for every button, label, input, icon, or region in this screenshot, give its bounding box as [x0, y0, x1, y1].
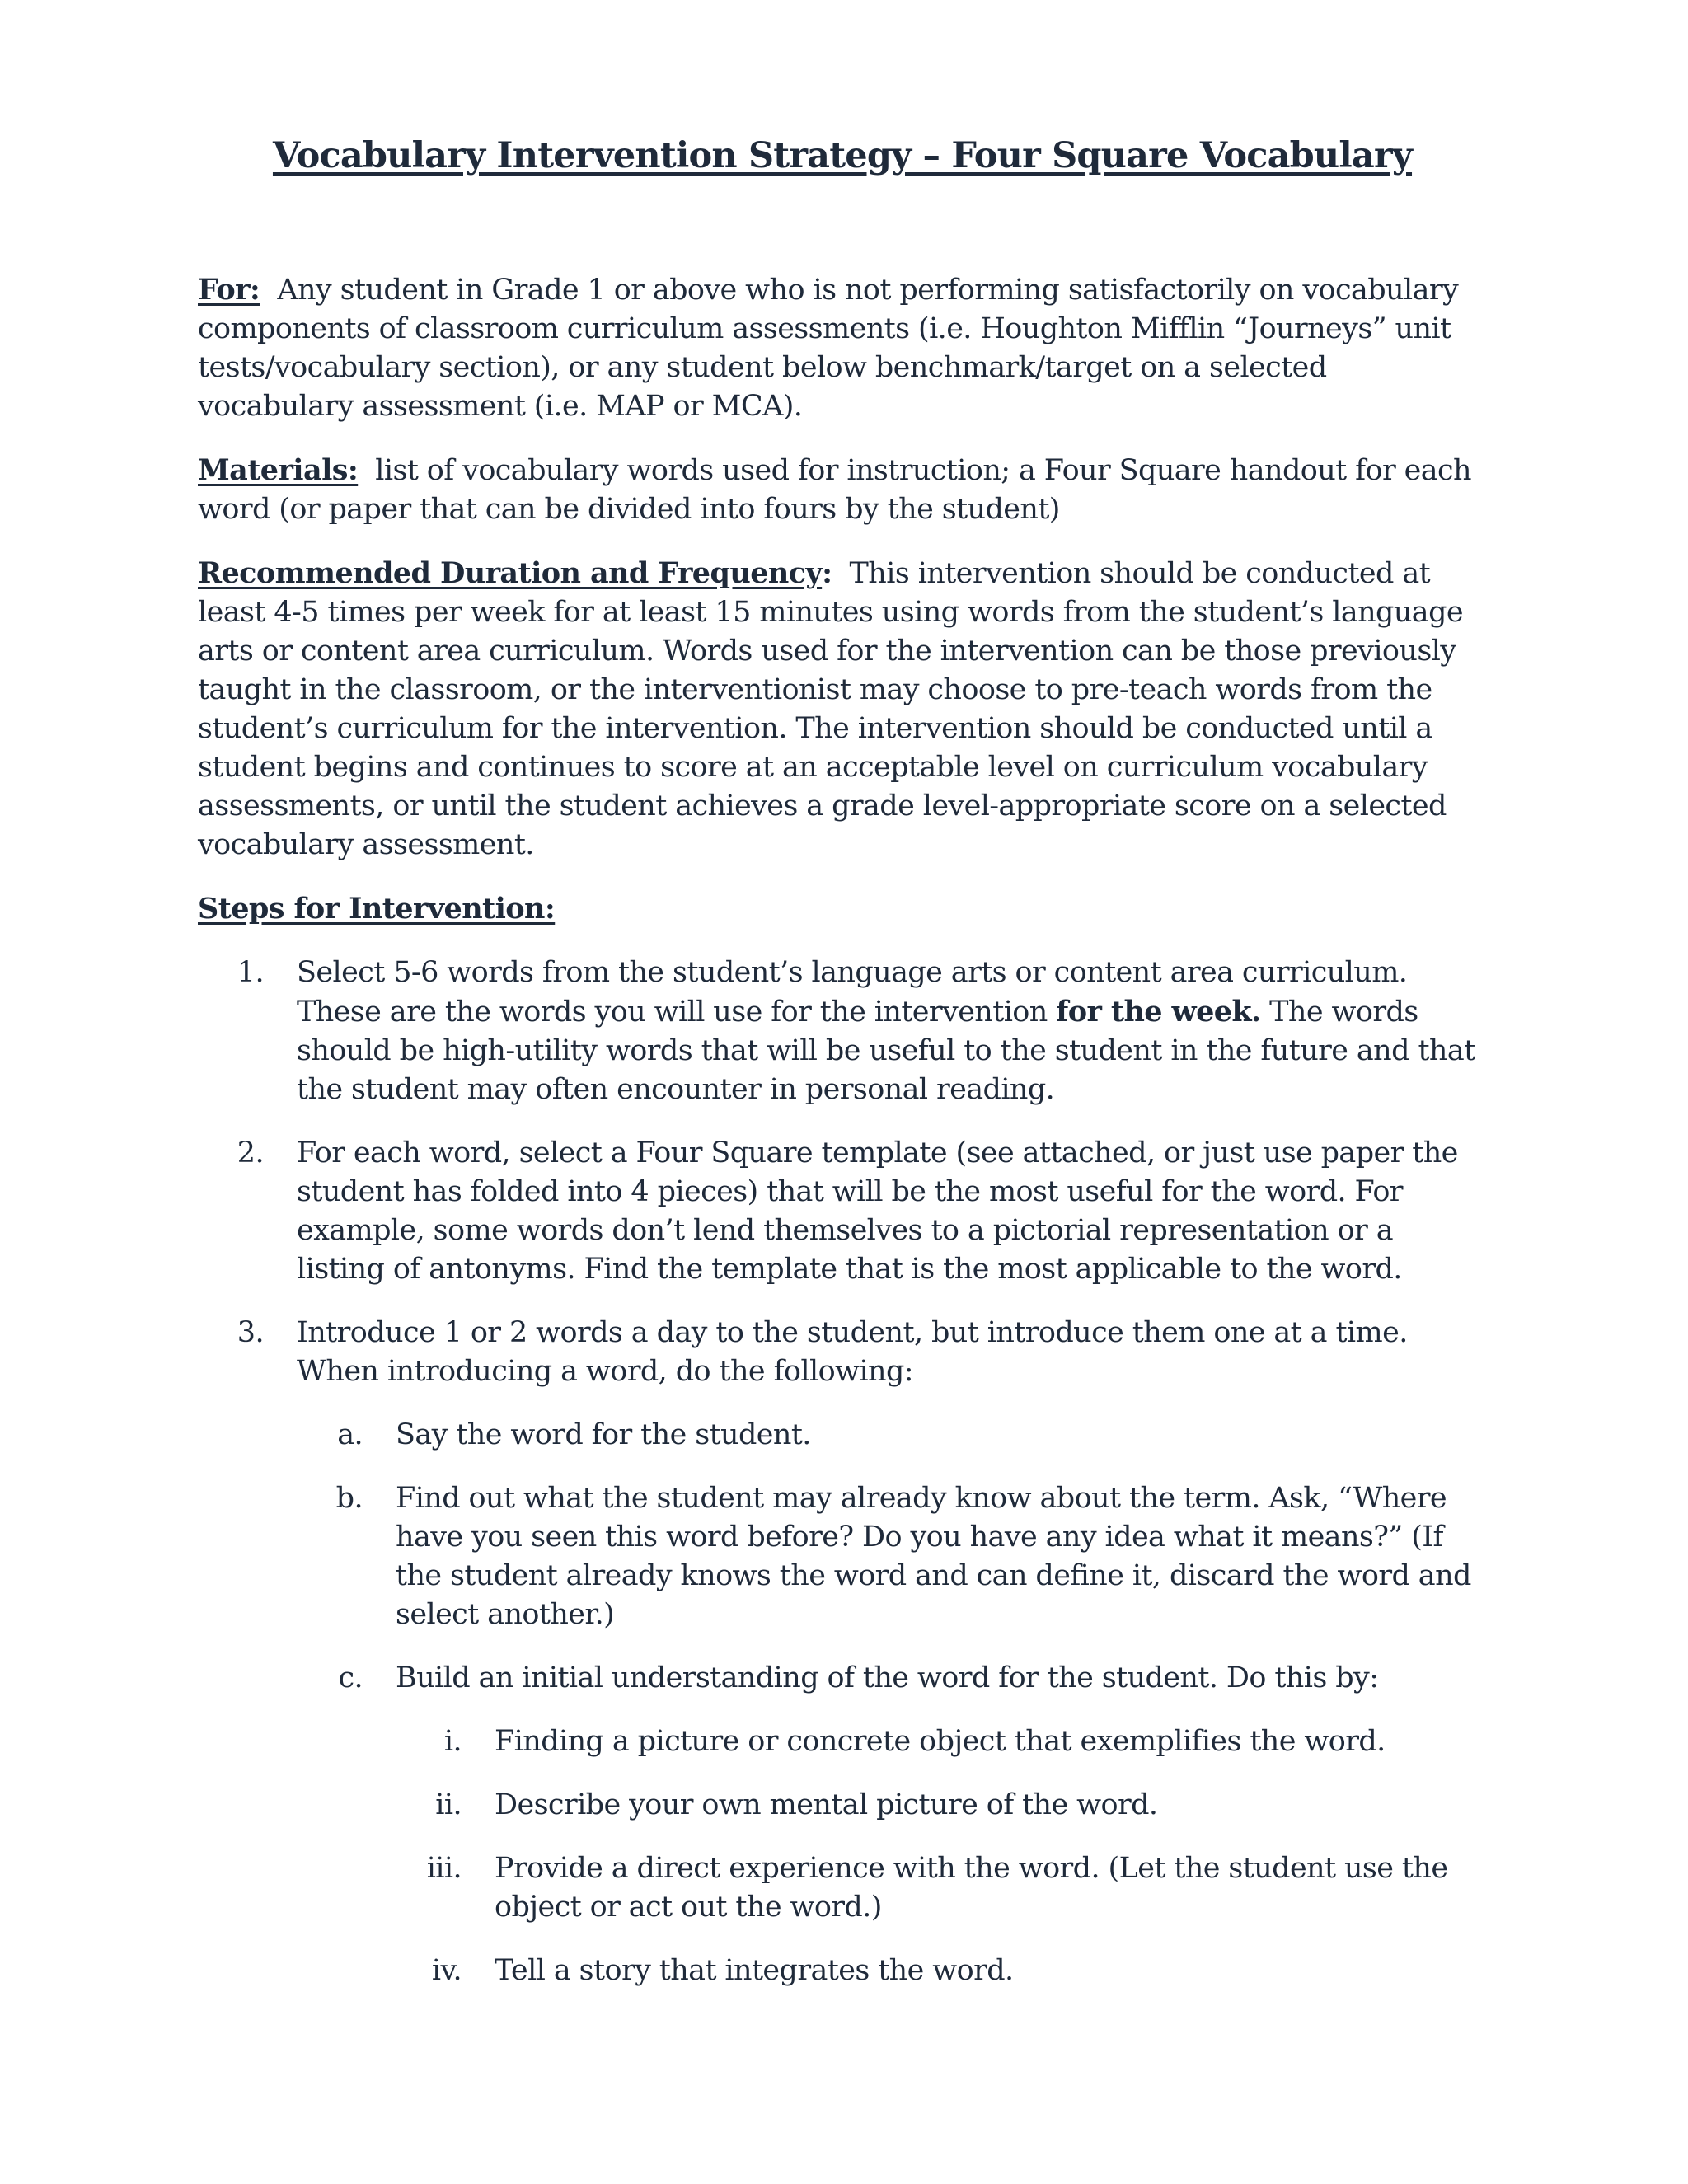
step-marker: 2.: [237, 1137, 264, 1169]
sub-step-marker: a.: [337, 1418, 363, 1451]
step-marker: 3.: [237, 1316, 264, 1349]
sub-sub-step-list: [396, 1722, 1487, 1990]
sub-step-text: Say the word for the student.: [396, 1418, 811, 1451]
step-bold-text: for the week.: [1056, 995, 1261, 1029]
sub-step-list: [297, 1416, 1487, 1990]
step-item: [198, 1314, 1487, 1990]
duration-section: [198, 554, 1487, 865]
sub-sub-step-item: [396, 1849, 1487, 1927]
sub-sub-step-item: [396, 1722, 1487, 1761]
sub-sub-step-marker: iii.: [426, 1852, 462, 1885]
sub-step-item: [297, 1659, 1487, 1990]
sub-step-marker: b.: [335, 1482, 363, 1515]
steps-list: [198, 954, 1487, 1990]
sub-step-item: [297, 1416, 1487, 1455]
sub-step-item: [297, 1479, 1487, 1634]
sub-sub-step-text: Provide a direct experience with the word. (Let the student use the object or act out the word.): [495, 1852, 1448, 1924]
for-label: For:: [198, 273, 260, 307]
sub-sub-step-marker: iv.: [431, 1954, 462, 1987]
duration-label: Recommended Duration and Frequency: [198, 556, 823, 590]
materials-text: list of vocabulary words used for instruction; a Four Square handout for each word (or paper that can be divided into fours by the student): [198, 454, 1471, 526]
sub-sub-step-text: Finding a picture or concrete object that exemplifies the word.: [495, 1725, 1386, 1758]
document-title: Vocabulary Intervention Strategy – Four Square Vocabulary: [272, 135, 1413, 176]
step-text: Select 5-6 words from the student’s language arts or content area curriculum. These are the words you will use for the intervention: [297, 956, 1408, 1029]
sub-step-text: Build an initial understanding of the word for the student. Do this by:: [396, 1661, 1379, 1694]
steps-heading-label: Steps for Intervention:: [198, 892, 556, 926]
step-text: Introduce 1 or 2 words a day to the student, but introduce them one at a time. When introducing a word, do the following:: [297, 1316, 1408, 1388]
materials-label: Materials:: [198, 453, 359, 487]
for-text: Any student in Grade 1 or above who is not performing satisfactorily on vocabulary components of classroom curriculum assessments (i.e. Houghton Mifflin “Journeys” unit tests/vocabulary section), or any student below benchmark/target on a selected vocabulary assessment (i.e. MAP or MCA).: [198, 274, 1459, 423]
step-marker: 1.: [237, 956, 264, 989]
materials-section: [198, 451, 1487, 529]
sub-sub-step-marker: i.: [443, 1725, 462, 1758]
sub-step-marker: c.: [338, 1661, 363, 1694]
duration-text: This intervention should be conducted at least 4-5 times per week for at least 15 minutes using words from the student’s language arts or content area curriculum. Words used for the intervention can be those previously taught in the classroom, or the interventionist may choose to pre-teach words from the student’s curriculum for the intervention. The intervention should be conducted until a student begins and continues to score at an acceptable level on curriculum vocabulary assessments, or until the student achieves a grade level-appropriate score on a selected vocabulary assessment.: [198, 557, 1463, 861]
steps-heading: [198, 889, 1487, 929]
sub-sub-step-item: [396, 1786, 1487, 1825]
for-section: [198, 270, 1487, 426]
sub-sub-step-text: Describe your own mental picture of the word.: [495, 1788, 1158, 1821]
duration-colon: :: [822, 556, 832, 590]
sub-sub-step-text: Tell a story that integrates the word.: [495, 1954, 1014, 1987]
step-item: [198, 1134, 1487, 1289]
step-text-after: The words should be high-utility words that will be useful to the student in the future and that the student may often encounter in personal reading.: [297, 996, 1475, 1106]
step-item: [198, 954, 1487, 1109]
step-text: For each word, select a Four Square template (see attached, or just use paper the student has folded into 4 pieces) that will be the most useful for the word. For example, some words don’t lend themselves to a pictorial representation or a listing of antonyms. Find the template that is the most applicable to the word.: [297, 1137, 1458, 1286]
sub-step-text: Find out what the student may already know about the term. Ask, “Where have you seen this word before? Do you have any idea what it means?” (If the student already knows the word and can define it, discard the word and select another.): [396, 1482, 1471, 1631]
sub-sub-step-item: [396, 1952, 1487, 1990]
sub-sub-step-marker: ii.: [435, 1788, 462, 1821]
